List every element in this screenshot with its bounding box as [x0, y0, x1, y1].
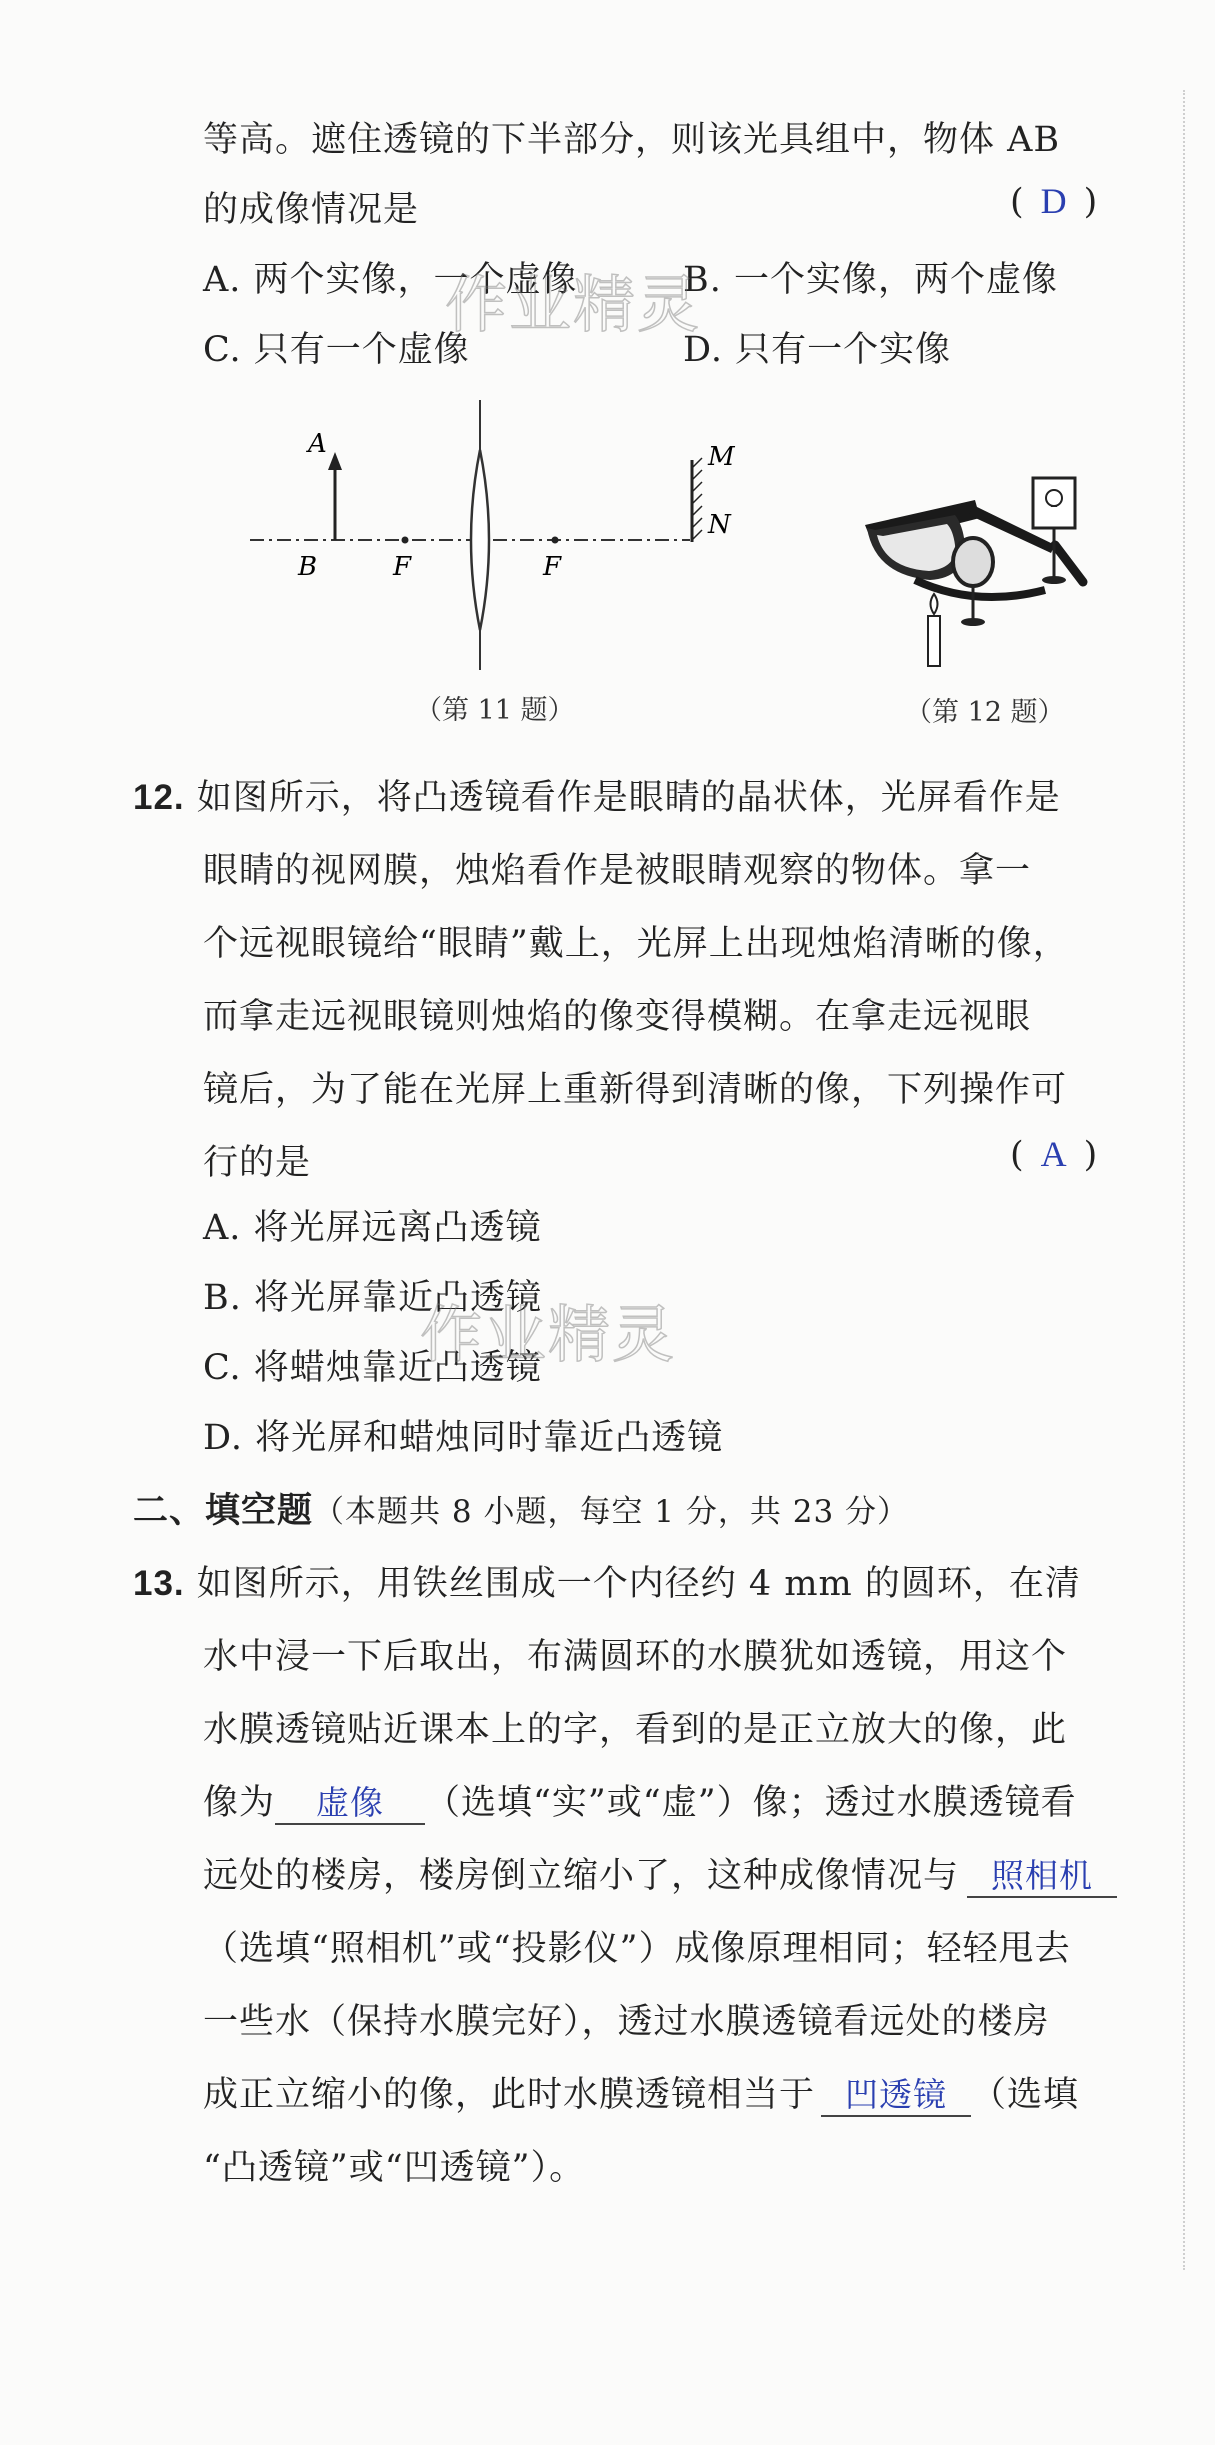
q12-number: 12.: [133, 778, 185, 817]
q12-option-b: B. 将光屏靠近凸透镜: [203, 1278, 542, 1318]
q12-line-2: 眼睛的视网膜，烛焰看作是被眼睛观察的物体。拿一: [203, 851, 1032, 891]
q13-line-1: [133, 1556, 1081, 1606]
q11-option-a: A. 两个实像，一个虚像: [203, 260, 578, 300]
figure-12-diagram: [855, 470, 1095, 680]
q11-line-1: 等高。遮住透镜的下半部分，则该光具组中，物体 AB: [203, 120, 1061, 160]
focus-left-dot: [402, 537, 409, 544]
q12-line-3: 个远视眼镜给“眼睛”戴上，光屏上出现烛焰清晰的像，: [203, 924, 1069, 964]
section-2-header: [133, 1483, 909, 1533]
q12-option-c: C. 将蜡烛靠近凸透镜: [203, 1348, 542, 1388]
q12-line-4: 而拿走远视眼镜则烛焰的像变得模糊。在拿走远视眼: [203, 997, 1032, 1037]
q11-option-d: D. 只有一个实像: [683, 330, 952, 370]
q13-line-4-pre: 像为: [203, 1783, 276, 1823]
figure-11-caption: （第 11 题）: [415, 695, 575, 726]
q12-line-1: [133, 770, 1061, 820]
label-b: B: [298, 552, 318, 582]
label-f-left: F: [393, 552, 412, 582]
section-2-note: （本题共 8 小题，每空 1 分，共 23 分）: [313, 1494, 910, 1530]
q11-line-2: 的成像情况是: [203, 190, 420, 230]
q13-line-8-post: （选填: [971, 2075, 1080, 2115]
q13-number: 13.: [133, 1564, 185, 1603]
q13-line-3: 水膜透镜贴近课本上的字，看到的是正立放大的像，此: [203, 1710, 1068, 1750]
watermark-top: 作业精灵: [445, 268, 702, 341]
q12-option-a: A. 将光屏远离凸透镜: [203, 1208, 542, 1248]
q12-answer-bracket: ( A ): [1010, 1134, 1098, 1175]
q13-blank-2: 照相机: [967, 1856, 1117, 1898]
convex-lens: [471, 450, 489, 630]
q13-text-1: 如图所示，用铁丝围成一个内径约 4 mm 的圆环，在清: [196, 1564, 1081, 1604]
section-2-title: 二、填空题: [133, 1491, 314, 1530]
q13-line-5-pre: 远处的楼房，楼房倒立缩小了，这种成像情况与: [203, 1856, 960, 1896]
focus-right-dot: [552, 537, 559, 544]
label-m: M: [708, 442, 735, 472]
q13-blank-3: 凹透镜: [821, 2075, 971, 2117]
q12-text-1: 如图所示，将凸透镜看作是眼睛的晶状体，光屏看作是: [196, 778, 1061, 818]
q13-line-7: 一些水（保持水膜完好），透过水膜透镜看远处的楼房: [203, 2002, 1050, 2042]
object-arrow-head: [328, 452, 342, 470]
q13-line-5: [203, 1848, 1117, 1898]
margin-rule: [1183, 90, 1185, 2270]
q13-line-4-post: （选填“实”或“虚”）像；透过水膜透镜看: [425, 1783, 1077, 1823]
q12-line-5: 镜后，为了能在光屏上重新得到清晰的像，下列操作可: [203, 1070, 1068, 1110]
q13-line-4: [203, 1775, 1077, 1825]
q11-option-c: C. 只有一个虚像: [203, 330, 470, 370]
q12-answer: A: [1040, 1134, 1067, 1174]
watermark-middle: 作业精灵: [420, 1298, 677, 1371]
label-n: N: [708, 510, 731, 540]
q13-line-2: 水中浸一下后取出，布满圆环的水膜犹如透镜，用这个: [203, 1637, 1068, 1677]
q13-blank-1: 虚像: [275, 1783, 425, 1825]
q12-line-6: 行的是: [203, 1143, 312, 1183]
q13-line-9: “凸透镜”或“凹透镜”）。: [203, 2148, 586, 2188]
label-a: A: [308, 429, 327, 459]
q11-option-b: B. 一个实像，两个虚像: [683, 260, 1058, 300]
q11-answer-bracket: ( D ): [1010, 181, 1098, 222]
candle-icon: [928, 594, 940, 666]
q13-line-6: （选填“照相机”或“投影仪”）成像原理相同；轻轻甩去: [203, 1929, 1071, 1969]
q12-option-d: D. 将光屏和蜡烛同时靠近凸透镜: [203, 1418, 724, 1458]
convex-lens-on-stand-icon: [953, 538, 993, 626]
q13-line-8: [203, 2067, 1079, 2117]
figure-11-diagram: [230, 390, 770, 680]
q11-answer: D: [1040, 181, 1067, 221]
figure-12-caption: （第 12 题）: [905, 697, 1065, 728]
q13-line-8-pre: 成正立缩小的像，此时水膜透镜相当于: [203, 2075, 816, 2115]
label-f-right: F: [543, 552, 562, 582]
